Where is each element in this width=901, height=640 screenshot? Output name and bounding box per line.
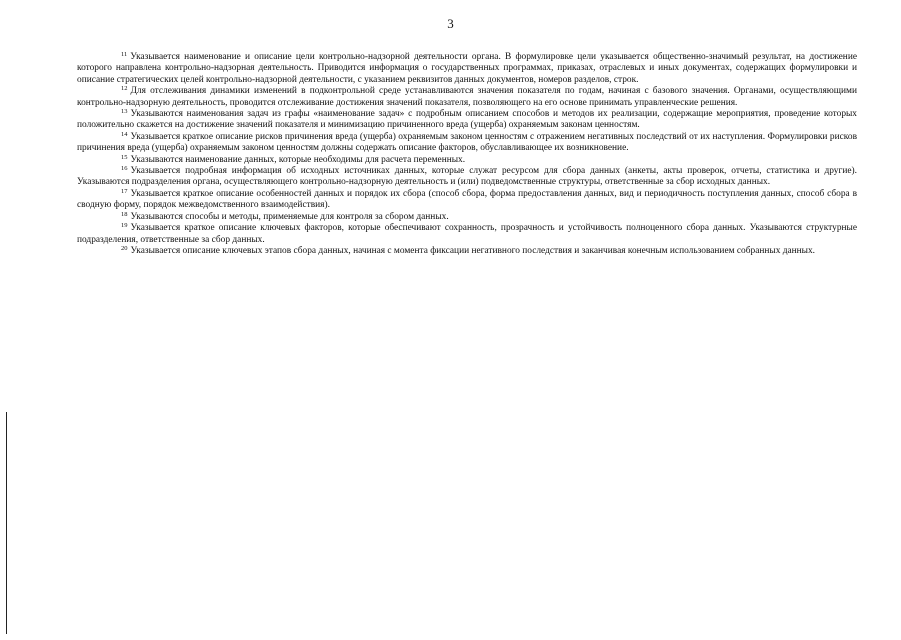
footnote-20 <box>77 246 857 257</box>
footnote-12 <box>77 86 857 109</box>
footnote-19 <box>77 223 857 246</box>
footnote-number: 17 <box>121 187 128 195</box>
footnote-number: 20 <box>121 244 128 252</box>
page-number: 3 <box>447 16 454 31</box>
footnote-text: Указывается подробная информация об исходных источниках данных, которые служат ресурсом для сбора данных (анкеты, акты проверок, отчеты, статистика и другие). Указываются подразделения органа, осуществляющего контрольно-надзорную деятельность и (или) подведомственные структуры, ответственные за сбор исходных данных. <box>77 166 857 188</box>
footnote-number: 15 <box>121 153 128 161</box>
footnote-17 <box>77 189 857 212</box>
footnote-text: Для отслеживания динамики изменений в подконтрольной среде устанавливаются значения показателя по годам, начиная с базового значения. Органами, осуществляющими контрольно-надзорную деятельность, проводится отслеживание достижения значений показателя, позволяющего на его основе принимать управленческие решения. <box>77 86 857 108</box>
footnote-text: Указывается краткое описание рисков причинения вреда (ущерба) охраняемым законом ценностям с отражением негативных последствий от их наступления. Формулировки рисков причинения вреда (ущерба) охраняемым законом ценностям должны содержать описание факторов, обуславливающее их возникновение. <box>77 131 857 154</box>
footnote-number: 11 <box>121 51 128 58</box>
footnote-text: Указываются способы и методы, применяемые для контроля за сбором данных. <box>130 211 449 222</box>
footnote-18 <box>77 212 857 223</box>
scan-margin-line <box>6 412 7 634</box>
footnote-15 <box>77 155 857 166</box>
footnote-11 <box>77 52 857 86</box>
footnote-14 <box>77 132 857 155</box>
footnote-number: 19 <box>121 222 128 230</box>
footnote-number: 13 <box>121 108 128 116</box>
footnote-13 <box>77 109 857 132</box>
footnote-number: 12 <box>121 85 128 93</box>
footnote-16 <box>77 166 857 189</box>
footnote-text: Указываются наименование данных, которые необходимы для расчета переменных. <box>130 154 466 165</box>
footnotes-block <box>77 52 857 257</box>
footnote-text: Указывается краткое описание особенностей данных и порядок их сбора (способ сбора, форма предоставления данных, вид и периодичность поступления данных, способ сбора в сводную форму, порядок межведомственного взаимодействия). <box>77 188 857 211</box>
footnote-text: Указывается наименование и описание цели контрольно-надзорной деятельности органа. В формулировке цели указывается общественно-значимый результат, на достижение которого направлена контрольно-надзорная деятельность. Приводится информация о государственных программах, приказах, отраслевых и иных документах, содержащих формулировки и описание стратегических целей контрольно-надзорной деятельности, с указанием реквизитов данных документов, номеров разделов, строк. <box>77 52 857 85</box>
footnote-number: 14 <box>121 130 128 138</box>
footnote-number: 18 <box>121 210 128 218</box>
footnote-text: Указываются наименования задач из графы «наименование задач» с подробным описанием способов и методов их реализации, содержащие мероприятия, проведение которых положительно скажется на достижение значений показателя и минимизацию причиненного вреда (ущерба) охраняемым законам ценностям. <box>77 109 857 131</box>
footnote-text: Указывается краткое описание ключевых факторов, которые обеспечивают сохранность, прозрачность и устойчивость полноценного сбора данных. Указываются структурные подразделения, ответственные за сбор данных. <box>77 223 857 245</box>
footnote-number: 16 <box>121 165 128 173</box>
footnote-text: Указывается описание ключевых этапов сбора данных, начиная с момента фиксации негативного последствия и заканчивая конечным использованием собранных данных. <box>130 245 816 256</box>
